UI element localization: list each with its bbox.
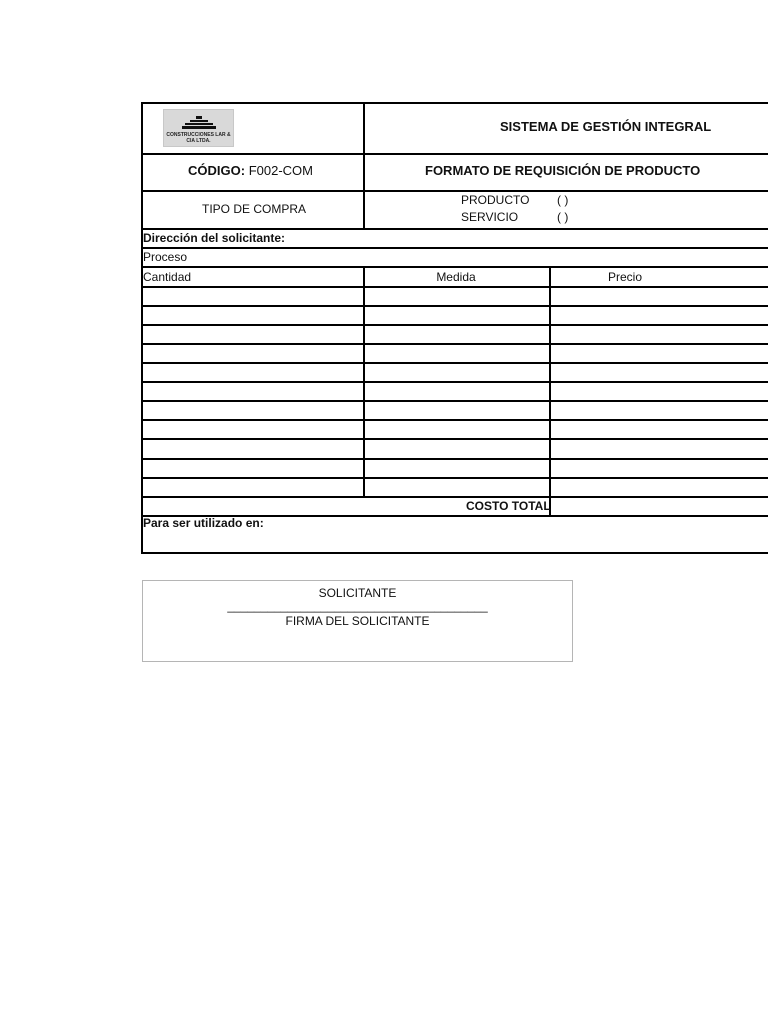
company-logo [163, 109, 234, 147]
table-row [141, 438, 768, 440]
address-row-line [141, 247, 768, 249]
table-row [141, 496, 768, 498]
table-row [141, 362, 768, 364]
format-title: FORMATO DE REQUISICIÓN DE PRODUCTO [425, 163, 701, 178]
usage-label: Para ser utilizado en: [143, 516, 264, 530]
column-header-cantidad: Cantidad [143, 270, 192, 284]
form-left-border [141, 102, 143, 554]
table-row [141, 286, 768, 288]
header-row-line-1 [141, 153, 768, 155]
signature-line: _______________________________________ [227, 599, 488, 613]
requester-address-label: Dirección del solicitante: [143, 231, 286, 245]
table-row [141, 381, 768, 383]
requisition-form [141, 102, 768, 554]
table-row [141, 305, 768, 307]
logo-icon [182, 116, 216, 130]
table-row [141, 400, 768, 402]
logo-text: CONSTRUCCIONES LAR & CIA LTDA. [166, 132, 231, 144]
header-divider [363, 102, 365, 228]
column-header-precio: Precio [607, 270, 642, 284]
code-value: F002-COM [248, 163, 313, 178]
purchase-type-label: TIPO DE COMPRA [202, 202, 307, 216]
form-top-border [141, 102, 768, 104]
header-row-line-3 [141, 228, 768, 230]
table-row [141, 343, 768, 345]
process-row-line [141, 266, 768, 268]
signature-caption: FIRMA DEL SOLICITANTE [285, 614, 430, 628]
code-row [188, 164, 313, 178]
table-row [141, 324, 768, 326]
table-row [141, 477, 768, 479]
system-title: SISTEMA DE GESTIÓN INTEGRAL [500, 119, 712, 134]
form-bottom-border [141, 552, 768, 554]
option-producto-label: PRODUCTO [461, 193, 530, 207]
table-row [141, 458, 768, 460]
signature-title: SOLICITANTE [318, 586, 397, 600]
signature-box [142, 580, 573, 662]
total-cost-label: COSTO TOTAL [466, 499, 551, 513]
column-header-medida: Medida [436, 270, 476, 284]
option-servicio-label: SERVICIO [461, 210, 519, 224]
option-servicio-checkbox[interactable]: ( ) [557, 210, 569, 224]
table-row [141, 419, 768, 421]
process-label: Proceso [143, 250, 188, 264]
code-label: CÓDIGO: [188, 163, 246, 178]
option-producto-checkbox[interactable]: ( ) [557, 193, 569, 207]
header-row-line-2 [141, 190, 768, 192]
